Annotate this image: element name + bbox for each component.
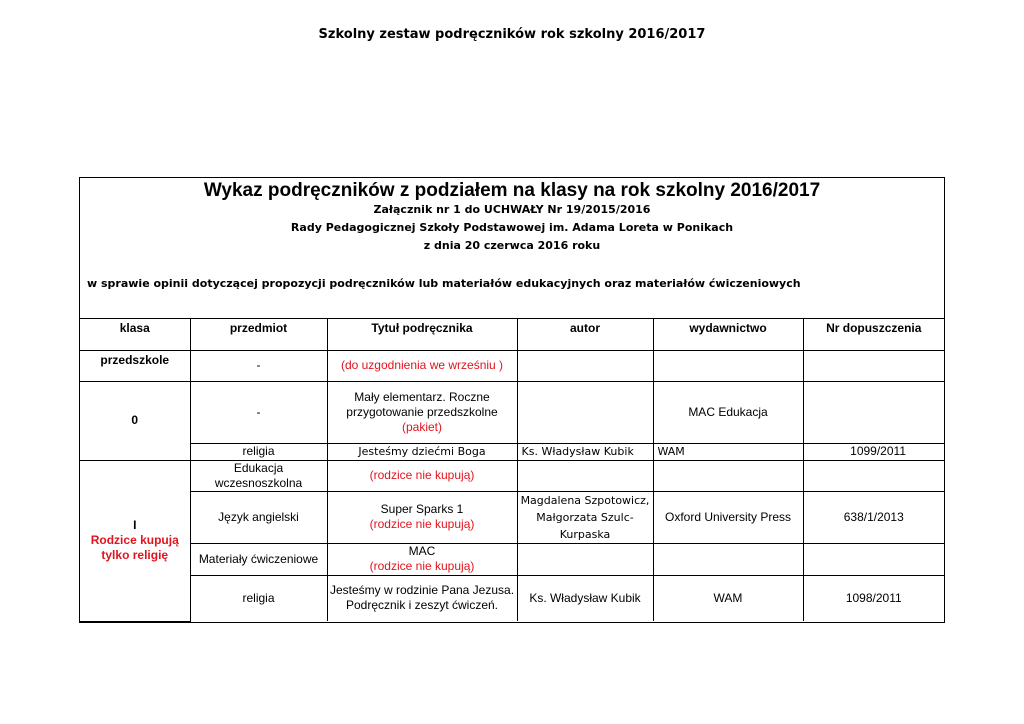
cell-wydawnictwo: MAC Edukacja	[653, 381, 803, 443]
cell-autor: Ks. Władysław Kubik	[517, 575, 653, 621]
tytul-text: Mały elementarz. Roczne przygotowanie przedszkolne	[346, 389, 498, 419]
cell-tytul: Jesteśmy w rodzinie Pana Jezusa. Podręcznik i zeszyt ćwiczeń.	[327, 575, 517, 621]
cell-nr	[803, 350, 944, 381]
cell-tytul	[327, 543, 517, 575]
column-header-wydawnictwo: wydawnictwo	[653, 319, 803, 350]
table-row	[80, 443, 944, 460]
cell-nr	[803, 381, 944, 443]
cell-tytul	[327, 491, 517, 543]
cell-wydawnictwo: WAM	[653, 575, 803, 621]
table-row	[80, 543, 944, 575]
cell-przedmiot: Materiały ćwiczeniowe	[190, 543, 327, 575]
cell-autor	[517, 350, 653, 381]
cell-klasa	[80, 460, 190, 621]
tytul-note: (rodzice nie kupują)	[369, 517, 475, 531]
title-block	[80, 181, 944, 319]
klasa-label: I	[133, 518, 137, 532]
column-header-autor: autor	[517, 319, 653, 350]
tytul-text: Super Sparks 1	[380, 502, 464, 516]
cell-nr: 1099/2011	[803, 443, 944, 460]
cell-tytul	[327, 381, 517, 443]
tytul-note: (rodzice nie kupują)	[369, 559, 475, 573]
column-header-nr: Nr dopuszczenia	[803, 319, 944, 350]
table-header-row	[80, 319, 944, 350]
cell-wydawnictwo	[653, 543, 803, 575]
cell-tytul: Jesteśmy dziećmi Boga	[327, 443, 517, 460]
cell-wydawnictwo	[653, 350, 803, 381]
cell-tytul: (do uzgodnienia we wrześniu )	[327, 350, 517, 381]
cell-autor: Ks. Władysław Kubik	[517, 443, 653, 460]
cell-klasa: przedszkole	[80, 350, 190, 381]
cell-autor	[517, 543, 653, 575]
cell-autor: Magdalena Szpotowicz, Małgorzata Szulc-Kurpaska	[517, 491, 653, 543]
klasa-note: Rodzice kupują tylko religię	[90, 533, 179, 562]
document-title: Wykaz podręczników z podziałem na klasy na rok szkolny 2016/2017	[203, 180, 821, 201]
table-row	[80, 350, 944, 381]
textbook-table	[80, 319, 944, 622]
cell-autor	[517, 460, 653, 491]
cell-nr	[803, 460, 944, 491]
subtitle-line-3: z dnia 20 czerwca 2016 roku	[423, 239, 601, 252]
cell-przedmiot: Język angielski	[190, 491, 327, 543]
cell-nr: 1098/2011	[803, 575, 944, 621]
subtitle-line-2: Rady Pedagogicznej Szkoły Podstawowej im. Adama Loreta w Ponikach	[290, 221, 734, 234]
cell-tytul: (rodzice nie kupują)	[327, 460, 517, 491]
page-header: Szkolny zestaw podręczników rok szkolny 2016/2017	[318, 27, 706, 42]
cell-przedmiot: religia	[190, 443, 327, 460]
subject-line: w sprawie opinii dotyczącej propozycji podręczników lub materiałów edukacyjnych oraz materiałów ćwiczeniowych	[87, 277, 801, 290]
table-row	[80, 575, 944, 621]
cell-nr	[803, 543, 944, 575]
table-row	[80, 381, 944, 443]
tytul-note: (pakiet)	[401, 419, 442, 434]
column-header-przedmiot: przedmiot	[190, 319, 327, 350]
cell-przedmiot: religia	[190, 575, 327, 621]
cell-autor	[517, 381, 653, 443]
cell-nr: 638/1/2013	[803, 491, 944, 543]
cell-wydawnictwo: WAM	[653, 443, 803, 460]
cell-klasa: 0	[80, 381, 190, 460]
document-box	[79, 177, 945, 623]
cell-przedmiot: Edukacja wczesnoszkolna	[190, 460, 327, 491]
column-header-klasa: klasa	[80, 319, 190, 350]
table-row	[80, 460, 944, 491]
tytul-text: MAC	[408, 544, 436, 558]
cell-wydawnictwo	[653, 460, 803, 491]
column-header-tytul: Tytuł podręcznika	[327, 319, 517, 350]
cell-przedmiot: -	[190, 381, 327, 443]
table-row	[80, 491, 944, 543]
cell-wydawnictwo: Oxford University Press	[653, 491, 803, 543]
subtitle-line-1: Załącznik nr 1 do UCHWAŁY Nr 19/2015/2016	[373, 203, 651, 216]
cell-przedmiot: -	[190, 350, 327, 381]
